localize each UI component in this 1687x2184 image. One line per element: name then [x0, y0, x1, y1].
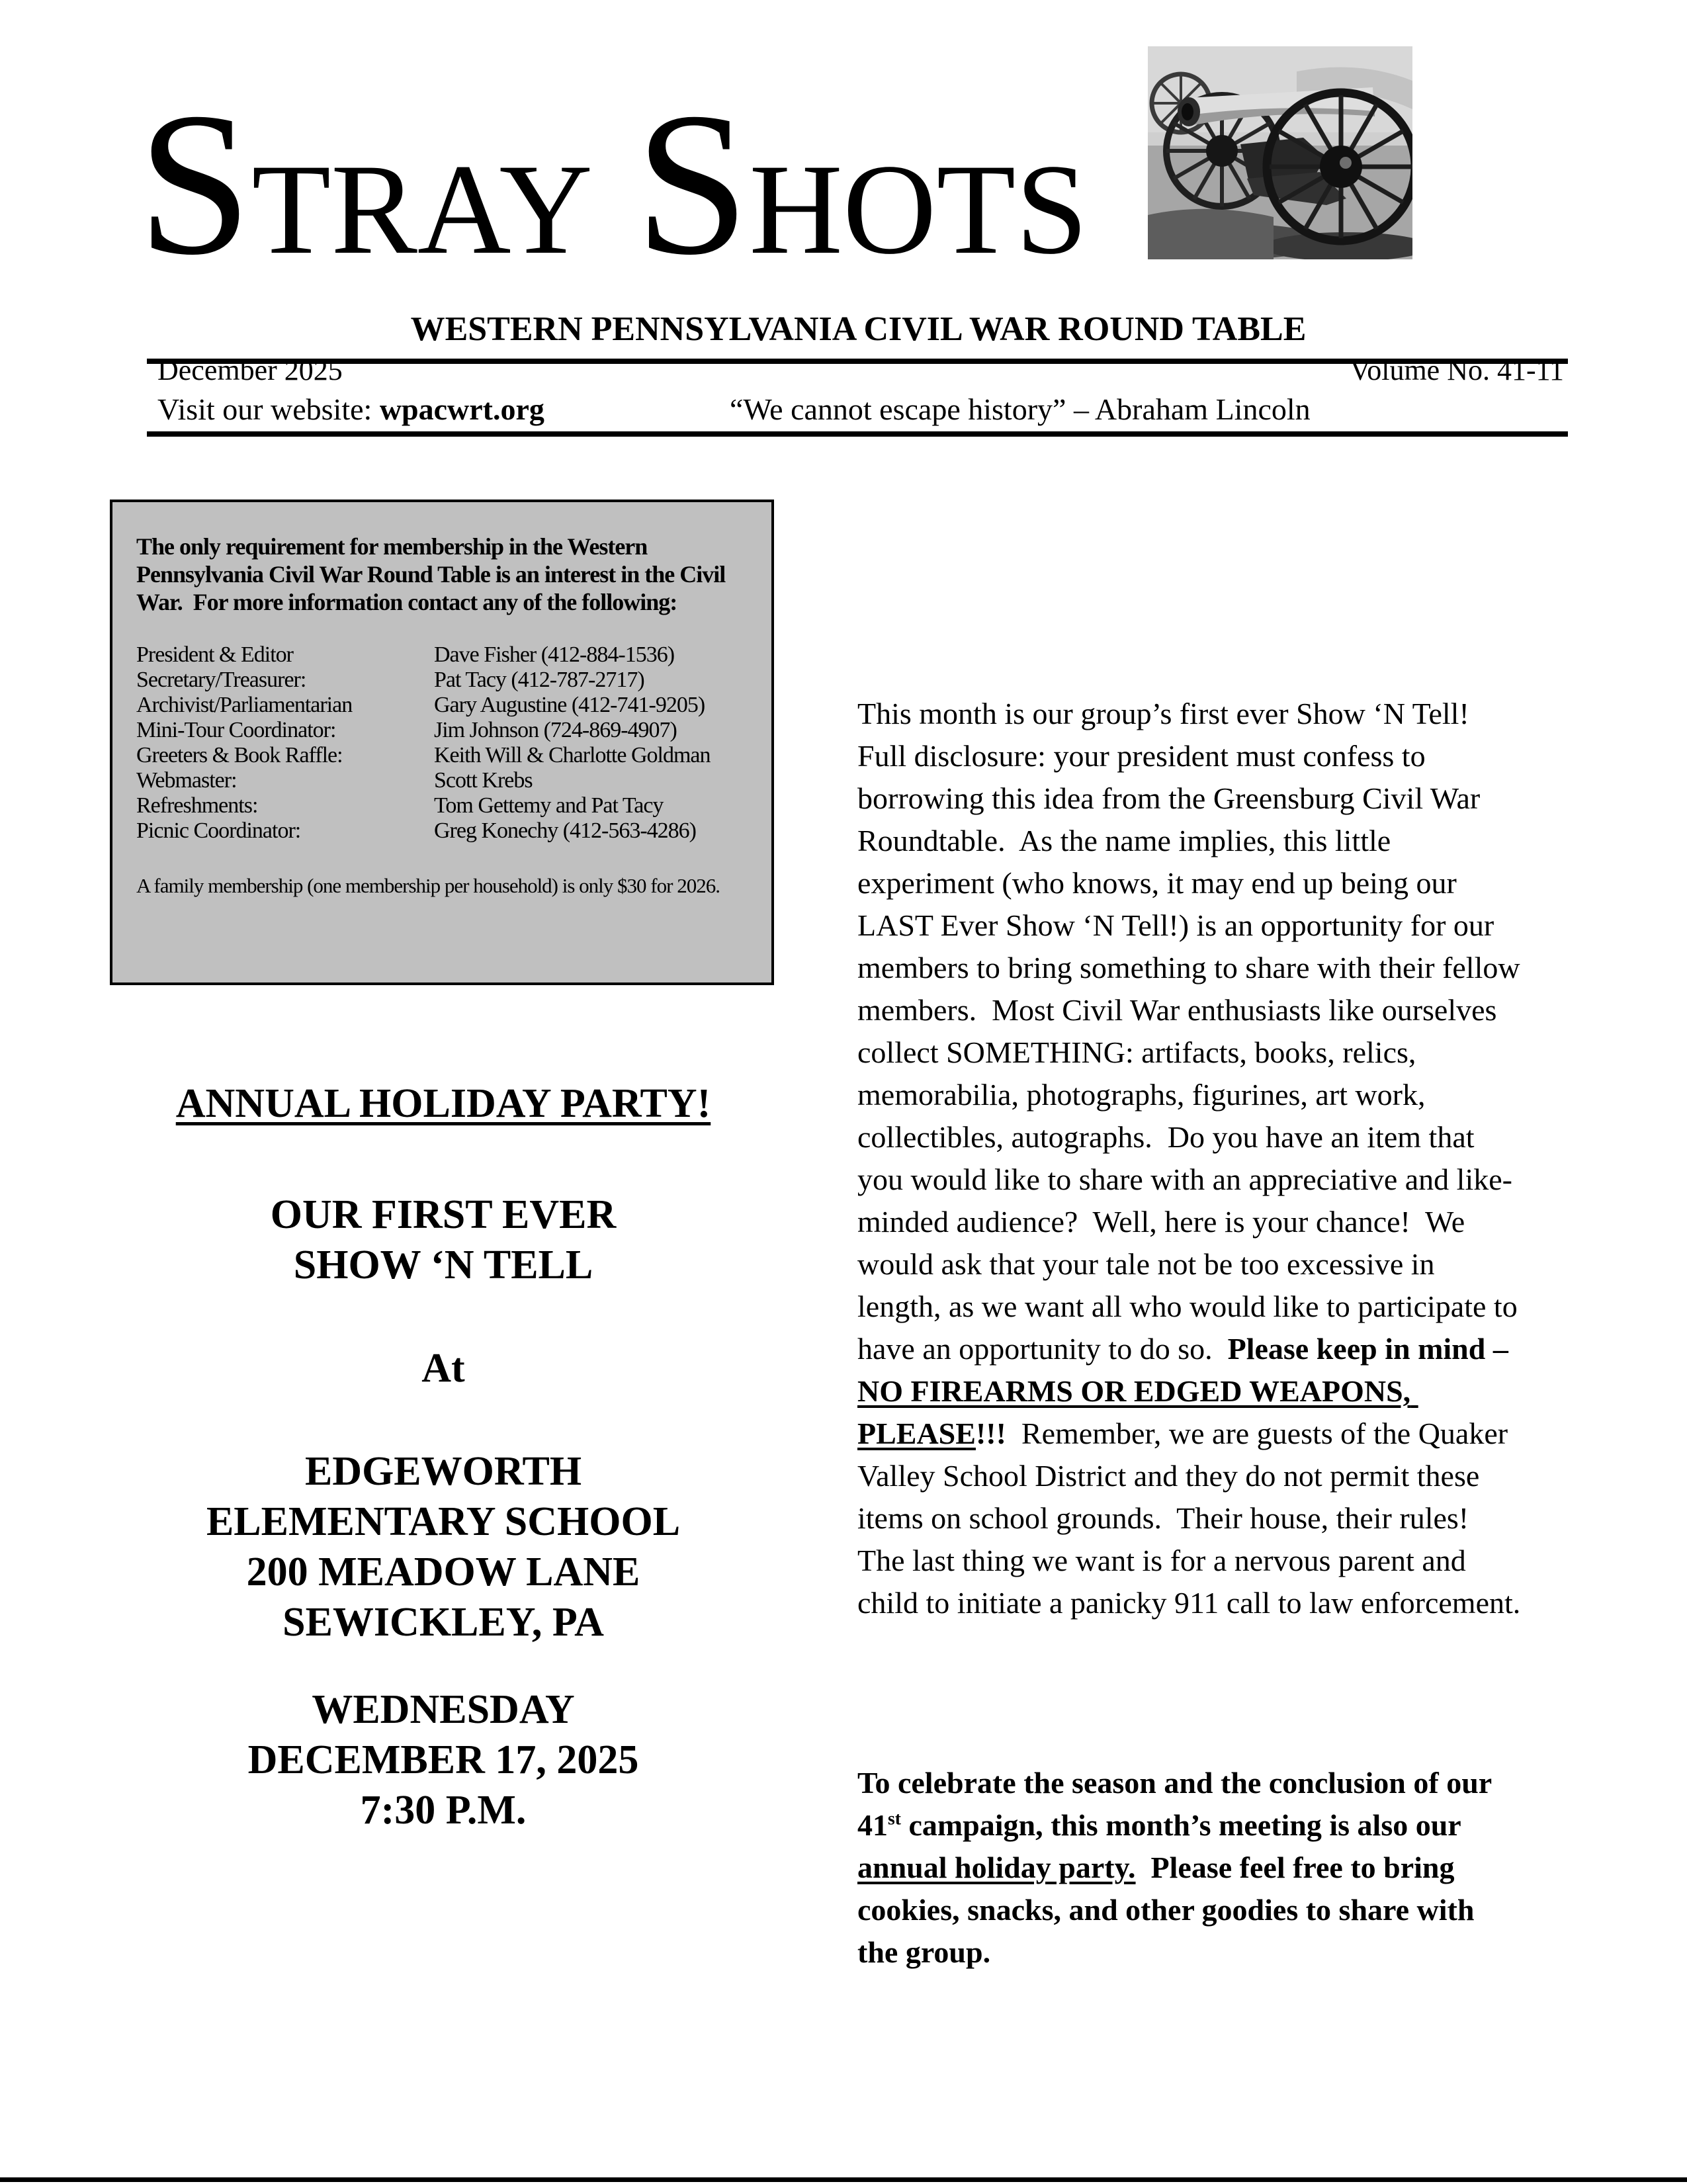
role-row [136, 693, 748, 718]
role-title: Refreshments: [136, 793, 258, 818]
issue-meta-row [157, 356, 1564, 385]
cannon-photo [1148, 46, 1412, 259]
datetime-line: 7:30 P.M. [360, 1788, 527, 1833]
masthead-word-2 [634, 71, 1088, 298]
role-title: Archivist/Parliamentarian [136, 693, 353, 717]
membership-box [110, 500, 774, 985]
role-name: Tom Gettemy and Pat Tacy [434, 793, 664, 818]
role-name: Gary Augustine (412-741-9205) [434, 693, 705, 717]
connector-at: At [421, 1346, 465, 1391]
masthead-rest-2: HOTS [749, 138, 1088, 281]
role-name: Greg Konechy (412-563-4286) [434, 818, 696, 843]
role-name: Pat Tacy (412-787-2717) [434, 668, 644, 692]
show-n-tell-line-1: OUR FIRST EVER [270, 1192, 617, 1237]
role-name: Jim Johnson (724-869-4907) [434, 718, 677, 742]
venue-line: ELEMENTARY SCHOOL [206, 1499, 681, 1544]
role-title: Secretary/Treasurer: [136, 668, 306, 692]
website-row [157, 394, 1564, 425]
role-name: Scott Krebs [434, 768, 533, 793]
show-n-tell-line-2: SHOW ‘N TELL [293, 1243, 593, 1288]
membership-intro: The only requirement for membership in the Western Pennsylvania Civil War Round Table is an interest in the Civil War. For more information contact any of the following: [136, 533, 730, 615]
venue-lines [111, 1446, 775, 1647]
datetime-line: WEDNESDAY [312, 1687, 575, 1732]
role-name: Dave Fisher (412-884-1536) [434, 642, 675, 667]
role-name: Keith Will & Charlotte Goldman [434, 743, 711, 767]
role-row [136, 768, 748, 793]
volume-number: Volume No. 41-11 [1350, 354, 1564, 386]
datetime-line: DECEMBER 17, 2025 [247, 1737, 639, 1782]
organization-name: WESTERN PENNSYLVANIA CIVIL WAR ROUND TABLE [410, 310, 1307, 348]
venue-line: 200 MEADOW LANE [246, 1550, 640, 1594]
role-title: Greeters & Book Raffle: [136, 743, 343, 767]
holiday-party-announcement [111, 1078, 775, 1835]
role-title: President & Editor [136, 642, 293, 667]
datetime-lines [111, 1684, 775, 1835]
role-title: Picnic Coordinator: [136, 818, 301, 843]
venue-line: SEWICKLEY, PA [282, 1600, 604, 1645]
website-url: wpacwrt.org [379, 392, 544, 426]
masthead-initial-2: S [634, 71, 750, 298]
lincoln-quote: “We cannot escape history” – Abraham Lincoln [730, 392, 1311, 426]
masthead-initial-1: S [138, 71, 252, 298]
role-title: Webmaster: [136, 768, 237, 793]
article-paragraph-2: To celebrate the season and the conclusion of our 41st campaign, this month’s meeting is also our annual holiday party. Please feel free to bring cookies, snacks, and other goodies to share with the group. [857, 1766, 1499, 1969]
venue-line: EDGEWORTH [304, 1449, 582, 1494]
role-row [136, 818, 748, 844]
website-label: Visit our website: [157, 392, 380, 426]
role-row [136, 743, 748, 768]
role-title: Mini-Tour Coordinator: [136, 718, 336, 742]
header-rule-bottom [147, 431, 1568, 437]
article-paragraph-1: This month is our group’s first ever Show ‘N Tell! Full disclosure: your president must confess to borrowing this idea from the Greensburg Civil War Roundtable. As the name implies, this little experiment (who knows, it may end up being our LAST Ever Show ‘N Tell!) is an opportunity for our members to bring something to share with their fellow members. Most Civil War enthusiasts like ourselves collect SOMETHING: artifacts, books, relics, memorabilia, photographs, figurines, art work, collectibles, autographs. Do you have an item that you would like to share with an appreciative and like-minded audience? Well, here is your chance! We would ask that your tale not be too excessive in length, as we want all who would like to participate to have an opportunity to do so. Please keep in mind – NO FIREARMS OR EDGED WEAPONS, PLEASE!!! Remember, we are guests of the Quaker Valley School District and they do not permit these items on school grounds. Their house, their rules! The last thing we want is for a nervous parent and child to initiate a panicky 911 call to law enforcement. [857, 697, 1528, 1620]
roles-list [136, 642, 748, 844]
masthead-word-1 [138, 71, 593, 298]
masthead-rest-1: TRAY [251, 138, 593, 281]
role-row [136, 793, 748, 818]
family-membership-note: A family membership (one membership per household) is only $30 for 2026. [136, 874, 720, 897]
main-article [857, 608, 1528, 2058]
holiday-party-heading: ANNUAL HOLIDAY PARTY! [175, 1081, 711, 1126]
role-row [136, 668, 748, 693]
page-bottom-rule [0, 2177, 1687, 2182]
issue-date: December 2025 [157, 354, 343, 386]
role-row [136, 718, 748, 743]
role-row [136, 642, 748, 668]
